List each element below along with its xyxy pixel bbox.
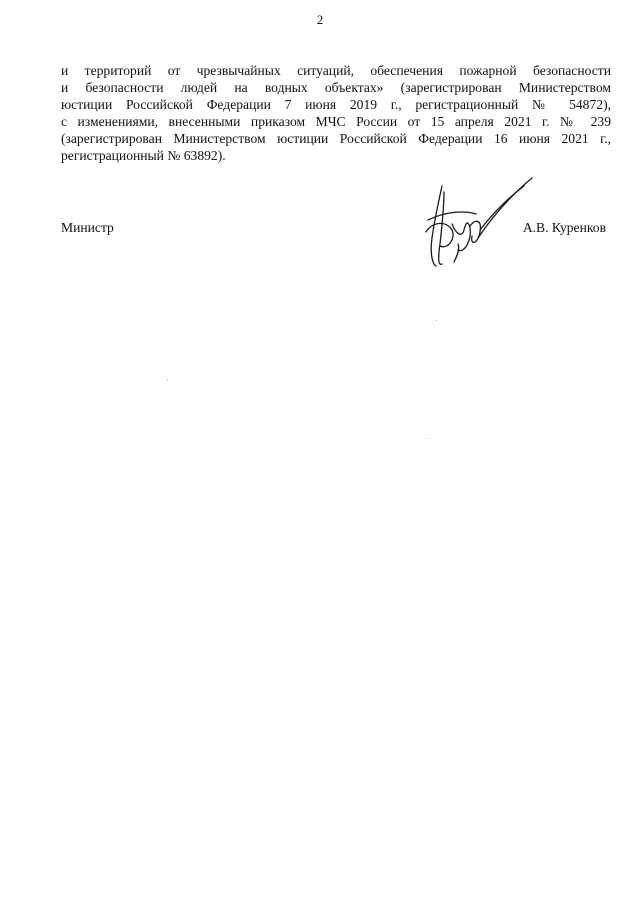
- body-line: (зарегистрирован Министерством юстиции Российской Федерации 16 июня 2021 г.,: [61, 131, 611, 146]
- body-paragraph: [61, 62, 611, 164]
- body-line: с изменениями, внесенными приказом МЧС России от 15 апреля 2021 г. № 239: [61, 114, 611, 129]
- scan-speck: [167, 380, 168, 381]
- body-line: регистрационный № 63892).: [61, 148, 226, 163]
- signer-role: Министр: [61, 220, 114, 235]
- signature-block: [0, 170, 640, 270]
- handwritten-signature: [418, 174, 536, 270]
- scan-speck: [428, 438, 429, 439]
- body-line: и территорий от чрезвычайных ситуаций, обеспечения пожарной безопасности: [61, 63, 611, 78]
- signer-name: А.В. Куренков: [522, 220, 606, 235]
- scan-speck: [436, 320, 437, 321]
- body-line: и безопасности людей на водных объектах» (зарегистрирован Министерством: [61, 80, 611, 95]
- body-line: юстиции Российской Федерации 7 июня 2019 г., регистрационный № 54872),: [61, 97, 611, 112]
- page-number: 2: [316, 12, 324, 27]
